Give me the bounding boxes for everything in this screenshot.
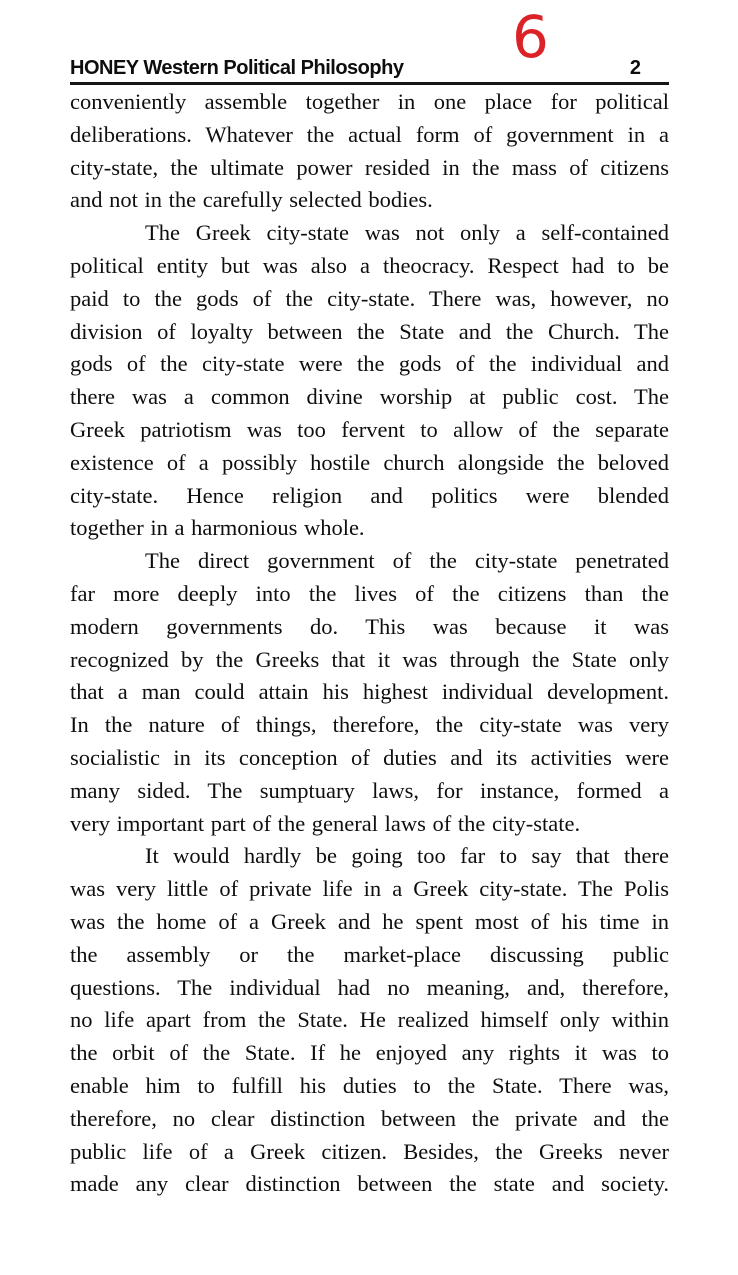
text-line: and not in the carefully selected bodies. <box>70 187 433 213</box>
text-line: division of loyalty between the State and the Church. The <box>70 318 669 344</box>
text-line: far more deeply into the lives of the citizens than the <box>70 580 669 606</box>
text-line: modern governments do. This was because it was <box>70 613 669 639</box>
page-header <box>70 56 669 85</box>
text-line: It would hardly be going too far to say that there <box>145 843 669 869</box>
text-line: Greek patriotism was too fervent to allow of the separate <box>70 416 669 442</box>
paragraph <box>70 840 669 1201</box>
text-line: deliberations. Whatever the actual form of government in a <box>70 121 669 147</box>
text-line: city-state, the ultimate power resided in the mass of citizens <box>70 154 669 180</box>
text-line: The direct government of the city-state penetrated <box>145 548 669 574</box>
text-line: that a man could attain his highest individual development. <box>70 679 669 705</box>
text-line: no life apart from the State. He realized himself only within <box>70 1007 669 1033</box>
running-head-title: HONEY Western Political Philosophy <box>70 57 404 79</box>
text-line: In the nature of things, therefore, the city-state was very <box>70 712 669 738</box>
handwritten-mark: 6 <box>512 3 549 71</box>
text-line: there was a common divine worship at public cost. The <box>70 384 669 410</box>
text-line: enable him to fulfill his duties to the State. There was, <box>70 1072 669 1098</box>
paragraph <box>70 217 669 545</box>
text-line: existence of a possibly hostile church alongside the beloved <box>70 449 669 475</box>
text-line: recognized by the Greeks that it was through the State only <box>70 646 669 672</box>
text-line: made any clear distinction between the state and society. <box>70 1171 669 1197</box>
text-line: was very little of private life in a Greek city-state. The Polis <box>70 876 669 902</box>
text-line: political entity but was also a theocracy. Respect had to be <box>70 252 669 278</box>
paragraph <box>70 545 669 840</box>
text-line: was the home of a Greek and he spent most of his time in <box>70 908 669 934</box>
body-text <box>70 86 669 1201</box>
text-line: paid to the gods of the city-state. There was, however, no <box>70 285 669 311</box>
text-line: socialistic in its conception of duties and its activities were <box>70 744 669 770</box>
text-line: therefore, no clear distinction between the private and the <box>70 1105 669 1131</box>
text-line: conveniently assemble together in one place for political <box>70 89 669 114</box>
text-line: the orbit of the State. If he enjoyed any rights it was to <box>70 1040 669 1066</box>
text-line: the assembly or the market-place discussing public <box>70 941 669 967</box>
text-line: The Greek city-state was not only a self-contained <box>145 220 669 246</box>
text-line: together in a harmonious whole. <box>70 515 365 541</box>
text-line: very important part of the general laws of the city-state. <box>70 810 581 836</box>
text-line: gods of the city-state were the gods of the individual and <box>70 351 669 377</box>
paragraph <box>70 86 669 217</box>
text-line: many sided. The sumptuary laws, for instance, formed a <box>70 777 669 803</box>
text-line: questions. The individual had no meaning, and, therefore, <box>70 974 669 1000</box>
text-line: public life of a Greek citizen. Besides, the Greeks never <box>70 1138 669 1164</box>
text-line: city-state. Hence religion and politics were blended <box>70 482 669 508</box>
page-number: 2 <box>629 57 641 79</box>
